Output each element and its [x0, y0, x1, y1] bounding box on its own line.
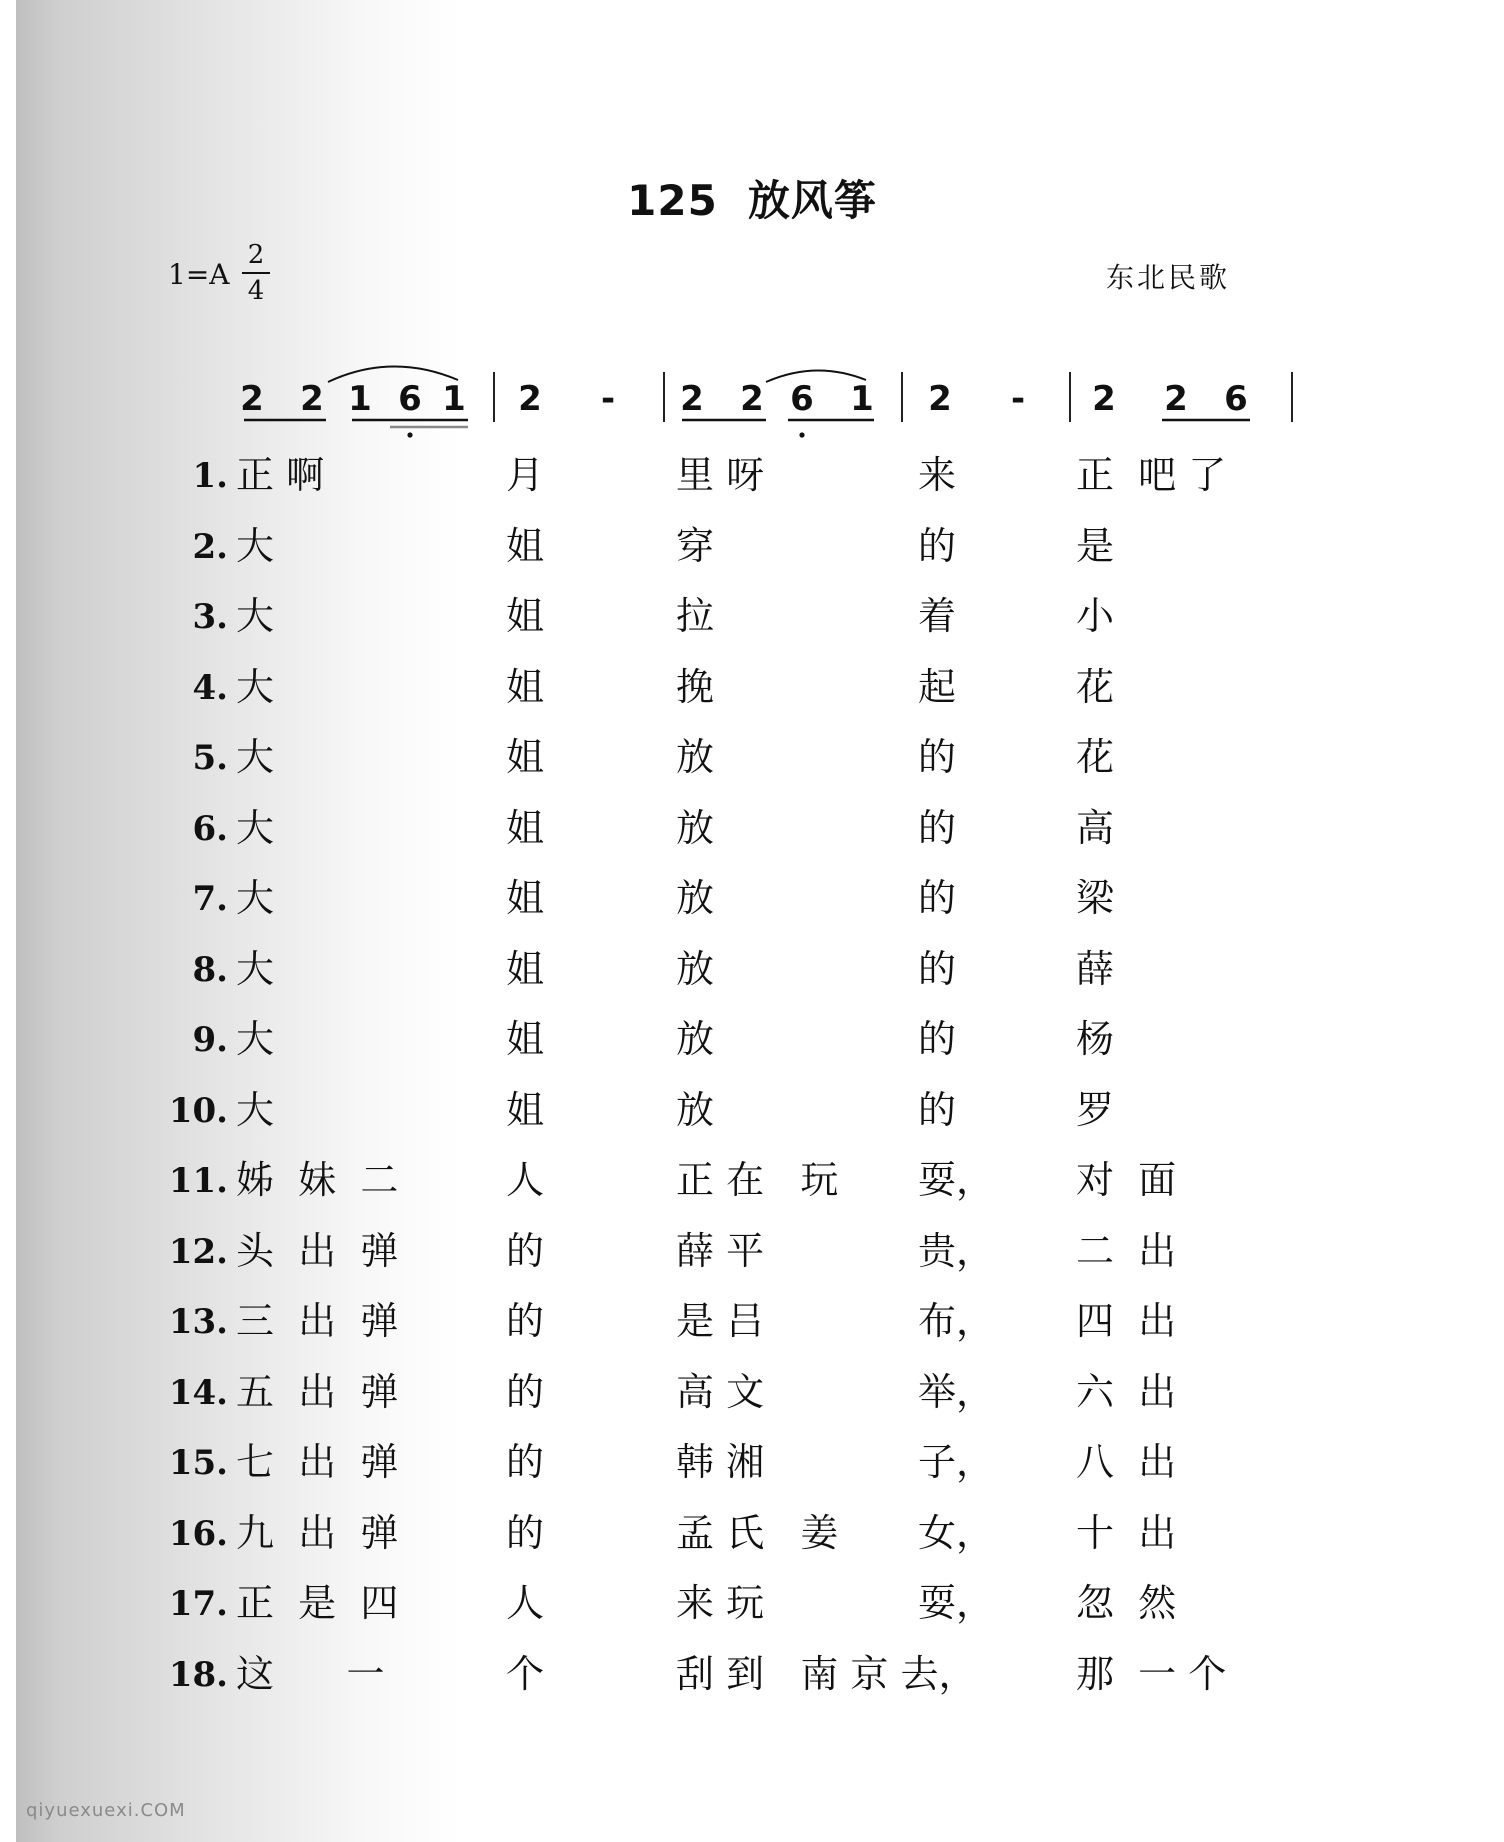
lyric-cell: 的 — [918, 735, 957, 779]
verse-number: 3. — [192, 597, 228, 637]
lyric-cell: 大 — [236, 947, 275, 991]
lyric-cell: 高 文 — [676, 1370, 765, 1414]
verse-number: 9. — [192, 1020, 228, 1060]
notes-layer — [240, 379, 1248, 419]
lyric-cell: 的 — [918, 1088, 957, 1132]
key-signature: 1=A — [168, 258, 230, 291]
lyric-cell: 大 — [236, 1017, 275, 1061]
lyric-cell: 来 玩 — [676, 1581, 765, 1625]
lyric-cell: 杨 — [1076, 1017, 1115, 1061]
verse-number: 12. — [168, 1232, 228, 1272]
lyric-cell: 个 — [506, 1652, 545, 1696]
lyric-cell: 放 — [676, 876, 715, 920]
note-digit: 1 — [442, 379, 466, 419]
note-digit: 2 — [928, 379, 952, 419]
note-digit: 2 — [1164, 379, 1188, 419]
lyric-cell: 布， — [918, 1299, 995, 1343]
note-digit: 2 — [680, 379, 704, 419]
lyric-cell: 头 出 弹 — [236, 1229, 399, 1273]
lyric-cell: 那 一 个 — [1076, 1652, 1227, 1696]
lyric-cell: 大 — [236, 735, 275, 779]
lyric-cell: 大 — [236, 1088, 275, 1132]
lyric-cell: 二 出 — [1076, 1229, 1177, 1273]
verse-number: 8. — [192, 950, 228, 990]
verse-number: 17. — [168, 1584, 228, 1624]
lyric-cell: 大 — [236, 876, 275, 920]
note-digit: 2 — [240, 379, 264, 419]
lyric-cell: 的 — [506, 1440, 545, 1484]
song-number: 125 — [627, 176, 718, 225]
verse-number: 1. — [192, 456, 228, 496]
lyric-cell: 放 — [676, 947, 715, 991]
lyric-cell: 举， — [918, 1370, 995, 1414]
lyric-cell: 穿 — [676, 524, 715, 568]
verse-number: 14. — [168, 1373, 228, 1413]
lyric-cell: 里 呀 — [676, 453, 765, 497]
lyric-cell: 放 — [676, 806, 715, 850]
note-digit: 6 — [790, 379, 814, 419]
lyric-cell: 姐 — [506, 1017, 545, 1061]
verse-number: 13. — [168, 1302, 228, 1342]
notation-svg — [0, 0, 1504, 460]
verse-number: 10. — [168, 1091, 228, 1131]
lyric-cell: 孟 氏 姜 — [676, 1511, 839, 1555]
lyric-cell: 正 啊 — [236, 453, 325, 497]
lyric-cell: 人 — [506, 1581, 545, 1625]
lyric-cell: 八 出 — [1076, 1440, 1177, 1484]
lyric-cell: 韩 湘 — [676, 1440, 765, 1484]
lyric-cell: 大 — [236, 594, 275, 638]
note-digit: 2 — [518, 379, 542, 419]
time-signature-top: 2 — [247, 240, 265, 270]
lyric-cell: 这 一 — [236, 1652, 385, 1696]
lyric-cell: 花 — [1076, 735, 1115, 779]
lyric-cell: 三 出 弹 — [236, 1299, 399, 1343]
verse-number: 16. — [168, 1514, 228, 1554]
lyric-cell: 花 — [1076, 665, 1115, 709]
lyric-cell: 的 — [506, 1229, 545, 1273]
verse-number: 5. — [192, 738, 228, 778]
lyric-cell: 薛 平 — [676, 1229, 765, 1273]
lyric-cell: 刮 到 南 京 去， — [676, 1652, 977, 1696]
note-digit: 2 — [740, 379, 764, 419]
verse-number: 18. — [168, 1655, 228, 1695]
lyric-cell: 姐 — [506, 665, 545, 709]
lyric-cell: 来 — [918, 453, 957, 497]
lyric-cell: 的 — [506, 1299, 545, 1343]
lyric-cell: 五 出 弹 — [236, 1370, 399, 1414]
octave-dot — [799, 432, 804, 437]
note-digit: 6 — [398, 379, 422, 419]
lyric-cell: 拉 — [676, 594, 715, 638]
lyric-cell: 正 吧 了 — [1076, 453, 1227, 497]
lyric-cell: 的 — [918, 524, 957, 568]
note-digit: 6 — [1224, 379, 1248, 419]
lyric-cell: 姐 — [506, 876, 545, 920]
note-digit: 2 — [300, 379, 324, 419]
lyric-cell: 的 — [918, 1017, 957, 1061]
lyric-cell: 月 — [506, 453, 545, 497]
lyric-cell: 起 — [918, 665, 957, 709]
lyric-cell: 姐 — [506, 947, 545, 991]
lyric-cell: 大 — [236, 524, 275, 568]
lyric-cell: 小 — [1076, 594, 1115, 638]
verse-number: 11. — [168, 1161, 228, 1201]
song-name: 放风筝 — [747, 176, 877, 225]
verse-number: 15. — [168, 1443, 228, 1483]
verse-number: 6. — [192, 809, 228, 849]
lyric-cell: 子， — [918, 1440, 995, 1484]
lyric-cell: 着 — [918, 594, 957, 638]
lyric-cell: 高 — [1076, 806, 1115, 850]
lyric-cell: 姐 — [506, 524, 545, 568]
lyric-cell: 姐 — [506, 594, 545, 638]
lyric-cell: 的 — [506, 1511, 545, 1555]
lyric-cell: 正 是 四 — [236, 1581, 399, 1625]
lyric-cell: 姐 — [506, 1088, 545, 1132]
song-source: 东北民歌 — [1106, 261, 1231, 294]
lyric-cell: 七 出 弹 — [236, 1440, 399, 1484]
note-dash: - — [600, 379, 616, 419]
lyric-cell: 十 出 — [1076, 1511, 1177, 1555]
lyric-cell: 女， — [918, 1511, 995, 1555]
note-digit: 2 — [1092, 379, 1116, 419]
verse-number: 7. — [192, 879, 228, 919]
lyric-cell: 薛 — [1076, 947, 1115, 991]
lyric-cell: 人 — [506, 1158, 545, 1202]
lyric-cell: 四 出 — [1076, 1299, 1177, 1343]
note-dash: - — [1010, 379, 1026, 419]
lyric-cell: 放 — [676, 1088, 715, 1132]
octave-dot — [407, 432, 412, 437]
lyric-cell: 六 出 — [1076, 1370, 1177, 1414]
lyric-cell: 梁 — [1076, 876, 1115, 920]
lyric-cell: 姊 妹 二 — [236, 1158, 399, 1202]
lyric-cell: 大 — [236, 806, 275, 850]
lyric-cell: 的 — [918, 806, 957, 850]
verse-number: 2. — [192, 527, 228, 567]
lyric-cell: 的 — [918, 947, 957, 991]
lyric-cell: 的 — [506, 1370, 545, 1414]
lyric-cell: 挽 — [676, 665, 715, 709]
lyric-cell: 罗 — [1076, 1088, 1115, 1132]
lyric-cell: 放 — [676, 735, 715, 779]
watermark-text: qiyuexuexi.COM — [26, 1800, 186, 1821]
lyric-cell: 姐 — [506, 806, 545, 850]
verse-number: 4. — [192, 668, 228, 708]
lyric-cell: 忽 然 — [1076, 1581, 1177, 1625]
lyric-cell: 贵， — [918, 1229, 995, 1273]
time-signature-bottom: 4 — [247, 276, 265, 306]
note-digit: 1 — [850, 379, 874, 419]
lyric-cell: 的 — [918, 876, 957, 920]
note-digit: 1 — [348, 379, 372, 419]
lyric-cell: 是 吕 — [676, 1299, 765, 1343]
lyric-cell: 正 在 玩 — [676, 1158, 839, 1202]
lyric-cell: 耍， — [918, 1158, 995, 1202]
lyric-cell: 耍， — [918, 1581, 995, 1625]
lyric-cell: 姐 — [506, 735, 545, 779]
lyric-cell: 对 面 — [1076, 1158, 1177, 1202]
lyric-cell: 大 — [236, 665, 275, 709]
lyric-cell: 放 — [676, 1017, 715, 1061]
lyric-cell: 是 — [1076, 524, 1115, 568]
lyric-cell: 九 出 弹 — [236, 1511, 399, 1555]
